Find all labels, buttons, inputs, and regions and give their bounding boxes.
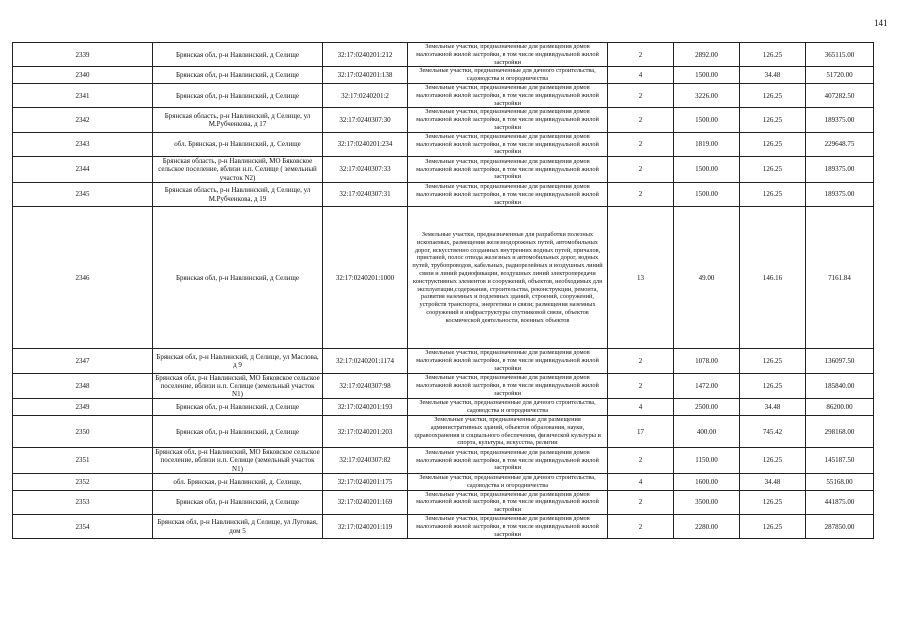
specific-value-cell: 126.25 (740, 349, 806, 373)
cadastral-value-cell: 51720.00 (806, 67, 874, 84)
area-cell: 1500.00 (674, 157, 740, 183)
table-row (13, 399, 874, 416)
cadastral-value-cell: 185840.00 (806, 373, 874, 399)
table-row (13, 43, 874, 67)
row-number-cell: 2347 (13, 349, 153, 373)
row-number-cell: 2351 (13, 448, 153, 474)
table-row (13, 67, 874, 84)
use-code-cell: 2 (608, 349, 674, 373)
use-code-cell: 2 (608, 83, 674, 107)
area-cell: 1600.00 (674, 473, 740, 490)
address-cell: Брянская обл, р-н Навлинский, д Селище, ул Маслова, д 9 (153, 349, 323, 373)
table-row (13, 108, 874, 132)
area-cell: 1472.00 (674, 373, 740, 399)
row-number-cell: 2343 (13, 132, 153, 156)
area-cell: 2280.00 (674, 514, 740, 538)
cadastral-number-cell: 32:17:0240307:82 (323, 448, 408, 474)
row-number-cell: 2352 (13, 473, 153, 490)
use-code-cell: 13 (608, 207, 674, 349)
use-code-cell: 2 (608, 448, 674, 474)
cadastral-number-cell: 32:17:0240201:169 (323, 490, 408, 514)
address-cell: Брянская обл, р-н Навлинский, д Селище, ул Луговая, дом 5 (153, 514, 323, 538)
cadastral-value-cell: 136097.50 (806, 349, 874, 373)
land-use-cell: Земельные участки, предназначенные для размещения домов малоэтажной жилой застройки, в том числе индивидуальной жилой застройки (408, 349, 608, 373)
cadastral-number-cell: 32:17:0240201:234 (323, 132, 408, 156)
row-number-cell: 2353 (13, 490, 153, 514)
registry-body (13, 43, 874, 539)
specific-value-cell: 126.25 (740, 514, 806, 538)
row-number-cell: 2345 (13, 182, 153, 206)
row-number-cell: 2348 (13, 373, 153, 399)
row-number-cell: 2350 (13, 416, 153, 448)
cadastral-value-cell: 189375.00 (806, 157, 874, 183)
cadastral-number-cell: 32:17:0240307:33 (323, 157, 408, 183)
use-code-cell: 2 (608, 132, 674, 156)
row-number-cell: 2340 (13, 67, 153, 84)
address-cell: Брянская область, р-н Навлинский, МО Бяковское сельское поселение, вблизи н.п. Селище ( земельный участок N2) (153, 157, 323, 183)
specific-value-cell: 126.25 (740, 490, 806, 514)
address-cell: Брянская обл, р-н Навлинский, д Селище (153, 490, 323, 514)
row-number-cell: 2349 (13, 399, 153, 416)
table-row (13, 416, 874, 448)
area-cell: 1150.00 (674, 448, 740, 474)
cadastral-number-cell: 32:17:0240201:119 (323, 514, 408, 538)
row-number-cell: 2341 (13, 83, 153, 107)
land-use-cell: Земельные участки, предназначенные для размещения домов малоэтажной жилой застройки, в том числе индивидуальной жилой застройки (408, 490, 608, 514)
area-cell: 1078.00 (674, 349, 740, 373)
land-registry-table (12, 42, 874, 539)
specific-value-cell: 34.48 (740, 399, 806, 416)
table-row (13, 207, 874, 349)
area-cell: 3226.00 (674, 83, 740, 107)
address-cell: Брянская обл, р-н Навлинский, МО Бяковское сельское поселение, вблизи н.п. Селище (земельный участок N1) (153, 448, 323, 474)
cadastral-number-cell: 32:17:0240201:1000 (323, 207, 408, 349)
row-number-cell: 2344 (13, 157, 153, 183)
table-row (13, 83, 874, 107)
cadastral-number-cell: 32:17:0240201:1174 (323, 349, 408, 373)
land-use-cell: Земельные участки, предназначенные для размещения домов малоэтажной жилой застройки, в том числе индивидуальной жилой застройки (408, 373, 608, 399)
cadastral-value-cell: 145187.50 (806, 448, 874, 474)
address-cell: Брянская обл, р-н Навлинский, д Селище (153, 67, 323, 84)
table-row (13, 157, 874, 183)
table-row (13, 473, 874, 490)
cadastral-value-cell: 365115.00 (806, 43, 874, 67)
use-code-cell: 4 (608, 399, 674, 416)
cadastral-value-cell: 189375.00 (806, 108, 874, 132)
use-code-cell: 17 (608, 416, 674, 448)
address-cell: обл. Брянская, р-н Навлинский, д. Селище, (153, 473, 323, 490)
land-use-cell: Земельные участки, предназначенные для дачного строительства, садоводства и огородничества (408, 473, 608, 490)
address-cell: Брянская обл, р-н Навлинский, д Селище (153, 83, 323, 107)
specific-value-cell: 126.25 (740, 182, 806, 206)
row-number-cell: 2342 (13, 108, 153, 132)
specific-value-cell: 745.42 (740, 416, 806, 448)
table-row (13, 349, 874, 373)
table-row (13, 448, 874, 474)
cadastral-value-cell: 407282.50 (806, 83, 874, 107)
specific-value-cell: 126.25 (740, 108, 806, 132)
table-row (13, 373, 874, 399)
land-use-cell: Земельные участки, предназначенные для размещения домов малоэтажной жилой застройки, в том числе индивидуальной жилой застройки (408, 43, 608, 67)
specific-value-cell: 146.16 (740, 207, 806, 349)
cadastral-value-cell: 229648.75 (806, 132, 874, 156)
area-cell: 2892.00 (674, 43, 740, 67)
address-cell: Брянская обл, р-н Навлинский, д Селище (153, 43, 323, 67)
cadastral-number-cell: 32:17:0240201:138 (323, 67, 408, 84)
specific-value-cell: 34.48 (740, 473, 806, 490)
cadastral-number-cell: 32:17:0240307:98 (323, 373, 408, 399)
land-use-cell: Земельные участки, предназначенные для размещения домов малоэтажной жилой застройки, в том числе индивидуальной жилой застройки (408, 108, 608, 132)
specific-value-cell: 126.25 (740, 373, 806, 399)
cadastral-value-cell: 189375.00 (806, 182, 874, 206)
land-use-cell: Земельные участки, предназначенные для размещения домов малоэтажной жилой застройки, в том числе индивидуальной жилой застройки (408, 182, 608, 206)
specific-value-cell: 126.25 (740, 43, 806, 67)
table-row (13, 182, 874, 206)
address-cell: обл. Брянская, р-н Навлинский, д. Селище (153, 132, 323, 156)
specific-value-cell: 126.25 (740, 83, 806, 107)
land-use-cell: Земельные участки, предназначенные для размещения домов малоэтажной жилой застройки, в том числе индивидуальной жилой застройки (408, 514, 608, 538)
land-use-cell: Земельные участки, предназначенные для размещения домов малоэтажной жилой застройки, в том числе индивидуальной жилой застройки (408, 83, 608, 107)
address-cell: Брянская обл, р-н Навлинский, д Селище (153, 207, 323, 349)
table-row (13, 514, 874, 538)
area-cell: 1500.00 (674, 108, 740, 132)
cadastral-number-cell: 32:17:0240201:193 (323, 399, 408, 416)
use-code-cell: 2 (608, 43, 674, 67)
cadastral-number-cell: 32:17:0240307:30 (323, 108, 408, 132)
area-cell: 400.00 (674, 416, 740, 448)
cadastral-number-cell: 32:17:0240201:2 (323, 83, 408, 107)
row-number-cell: 2339 (13, 43, 153, 67)
use-code-cell: 4 (608, 67, 674, 84)
land-use-cell: Земельные участки, предназначенные для разработки полезных ископаемых, размещения железнодорожных путей, автомобильных дорог, искусственно созданных внутренних водных путей, причалов, пристаней, полос отвода железных и автомобильных дорог, водных путей, трубопроводов, кабельных, радиорелейных и воздушных линий связи и линий радиофикации, воздушных линий электропередачи конструктивных элементов и сооружений, объектов, необходимых для эксплуатации,содержания, строительства, реконструкции, ремонта, развития наземных и подземных зданий, строений, сооружений, устройств транспорта, энергетики и связи; размещения наземных сооружений и инфраструктуры спутниковой связи, объектов космической деятельности, военных объектов (408, 207, 608, 349)
use-code-cell: 4 (608, 473, 674, 490)
use-code-cell: 2 (608, 490, 674, 514)
specific-value-cell: 126.25 (740, 448, 806, 474)
area-cell: 2500.00 (674, 399, 740, 416)
cadastral-number-cell: 32:17:0240201:175 (323, 473, 408, 490)
cadastral-value-cell: 287850.00 (806, 514, 874, 538)
address-cell: Брянская обл, р-н Навлинский, д Селище (153, 399, 323, 416)
cadastral-value-cell: 298168.00 (806, 416, 874, 448)
cadastral-value-cell: 86200.00 (806, 399, 874, 416)
cadastral-value-cell: 55168.00 (806, 473, 874, 490)
row-number-cell: 2346 (13, 207, 153, 349)
use-code-cell: 2 (608, 182, 674, 206)
land-use-cell: Земельные участки, предназначенные для размещения административных зданий, объектов образования, науки, здравоохранения и социального обеспечения, физической культуры и спорта, культуры, искусства, религии (408, 416, 608, 448)
cadastral-value-cell: 7161.84 (806, 207, 874, 349)
area-cell: 1500.00 (674, 67, 740, 84)
cadastral-number-cell: 32:17:0240201:212 (323, 43, 408, 67)
land-use-cell: Земельные участки, предназначенные для размещения домов малоэтажной жилой застройки, в том числе индивидуальной жилой застройки (408, 157, 608, 183)
table-row (13, 490, 874, 514)
use-code-cell: 2 (608, 108, 674, 132)
specific-value-cell: 126.25 (740, 157, 806, 183)
row-number-cell: 2354 (13, 514, 153, 538)
land-use-cell: Земельные участки, предназначенные для размещения домов малоэтажной жилой застройки, в том числе индивидуальной жилой застройки (408, 132, 608, 156)
land-use-cell: Земельные участки, предназначенные для дачного строительства, садоводства и огородничества (408, 399, 608, 416)
page-number: 141 (874, 18, 888, 28)
area-cell: 49.00 (674, 207, 740, 349)
area-cell: 3500.00 (674, 490, 740, 514)
use-code-cell: 2 (608, 514, 674, 538)
use-code-cell: 2 (608, 373, 674, 399)
address-cell: Брянская область, р-н Навлинский, д Селище, ул М.Рубченкова, д 17 (153, 108, 323, 132)
address-cell: Брянская обл, р-н Навлинский, МО Бяковское сельское поселение, вблизи н.п. Селище (земельный участок N1) (153, 373, 323, 399)
table-row (13, 132, 874, 156)
land-use-cell: Земельные участки, предназначенные для дачного строительства, садоводства и огородничества (408, 67, 608, 84)
area-cell: 1500.00 (674, 182, 740, 206)
address-cell: Брянская обл, р-н Навлинский, д Селище (153, 416, 323, 448)
land-use-cell: Земельные участки, предназначенные для размещения домов малоэтажной жилой застройки, в том числе индивидуальной жилой застройки (408, 448, 608, 474)
area-cell: 1819.00 (674, 132, 740, 156)
cadastral-value-cell: 441875.00 (806, 490, 874, 514)
specific-value-cell: 34.48 (740, 67, 806, 84)
use-code-cell: 2 (608, 157, 674, 183)
address-cell: Брянская область, р-н Навлинский, д Селище, ул М.Рубченкова, д 19 (153, 182, 323, 206)
specific-value-cell: 126.25 (740, 132, 806, 156)
cadastral-number-cell: 32:17:0240307:31 (323, 182, 408, 206)
cadastral-number-cell: 32:17:0240201:203 (323, 416, 408, 448)
